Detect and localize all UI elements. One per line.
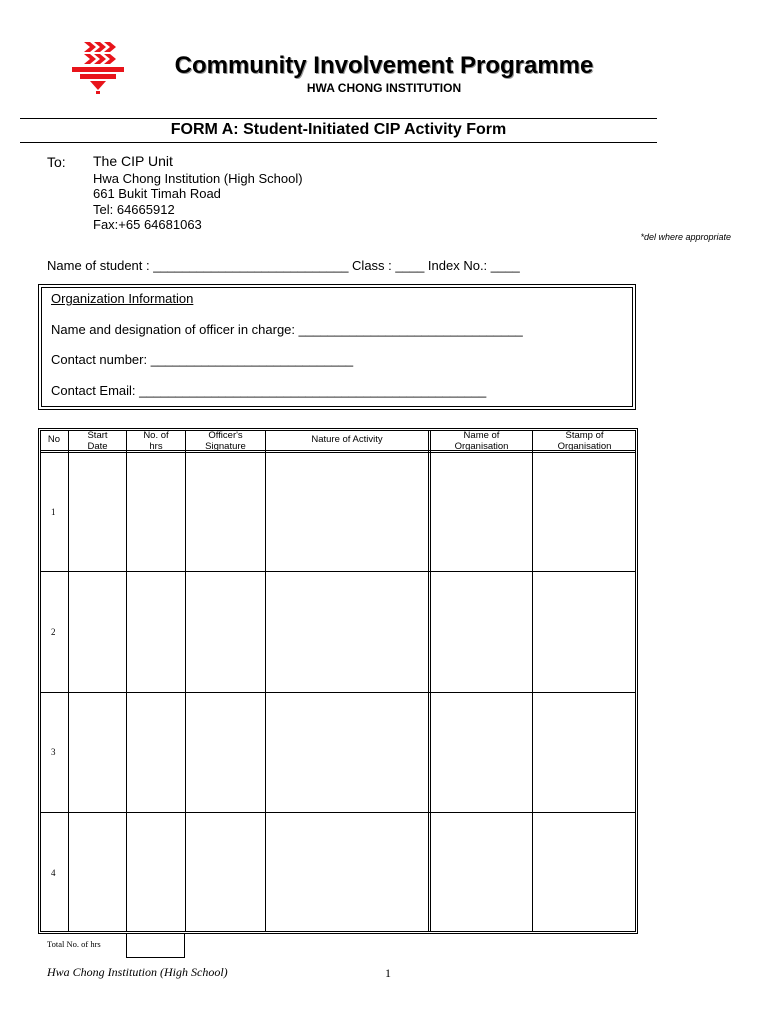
footer-school: Hwa Chong Institution (High School) <box>47 965 228 979</box>
institution-name: HWA CHONG INSTITUTION <box>306 81 462 95</box>
row-number-4: 4 <box>51 868 56 878</box>
address-line-street: 661 Bukit Timah Road <box>93 186 221 201</box>
address-line-unit: The CIP Unit <box>93 153 173 169</box>
row-number-1: 1 <box>51 507 56 517</box>
row-number-3: 3 <box>51 747 56 757</box>
page-number: 1 <box>385 966 391 980</box>
header-officer-signature: Officer's Signature <box>205 430 246 452</box>
total-hours-label: Total No. of hrs <box>47 939 101 949</box>
officer-field[interactable]: Name and designation of officer in charge: _______________________________ <box>51 322 523 337</box>
row-number-2: 2 <box>51 627 56 637</box>
header-organisation-stamp: Stamp of Organisation <box>557 430 612 452</box>
address-line-fax: Fax:+65 64681063 <box>93 217 202 232</box>
delete-note: *del where appropriate <box>640 232 731 242</box>
header-organisation-name: Name of Organisation <box>454 430 509 452</box>
header-nature-of-activity: Nature of Activity <box>311 434 383 445</box>
address-line-tel: Tel: 64665912 <box>93 202 175 217</box>
header-hours: No. of hrs <box>143 430 169 452</box>
page-title: Community Involvement Programme <box>174 52 594 79</box>
contact-number-field[interactable]: Contact number: ____________________________ <box>51 352 354 367</box>
form-title: FORM A: Student-Initiated CIP Activity Form <box>170 121 507 138</box>
contact-email-field[interactable]: Contact Email: ________________________________________________ <box>51 383 487 398</box>
organization-heading: Organization Information <box>51 291 194 306</box>
student-details-field[interactable]: Name of student : ___________________________ Class : ____ Index No.: ____ <box>47 258 520 273</box>
header-start-date: Start Date <box>87 430 108 452</box>
address-line-school: Hwa Chong Institution (High School) <box>93 171 303 186</box>
header-no: No <box>47 434 61 445</box>
to-label: To: <box>47 154 66 170</box>
